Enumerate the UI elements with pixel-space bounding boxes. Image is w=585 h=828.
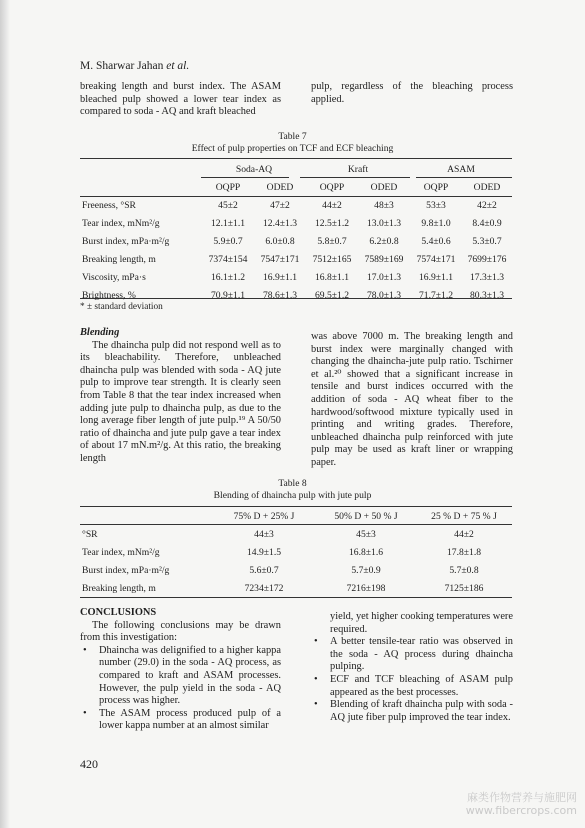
table8-cell: 5.7±0.9 [351, 564, 381, 576]
table7-row [80, 196, 512, 214]
table8-cell: 5.7±0.8 [449, 564, 479, 576]
table7-row-label: Breaking length, m [82, 253, 156, 265]
page-number: 420 [80, 757, 98, 771]
table7-cell: 42±2 [477, 199, 497, 211]
table7-group-kraft: Kraft [347, 163, 369, 175]
table8-row-label: Breaking length, m [82, 582, 156, 594]
table7 [80, 160, 512, 304]
table7-cell: 13.0±1.3 [366, 217, 402, 229]
table7-cell: 12.1±1.1 [210, 217, 246, 229]
table8-row [80, 579, 512, 597]
table8-title: Blending of dhaincha pulp with jute pulp [213, 489, 372, 501]
table7-title: Effect of pulp properties on TCF and ECF bleaching [191, 142, 394, 154]
table7-cell: 5.4±0.6 [421, 235, 451, 247]
table7-row-label: Brightness, % [82, 289, 136, 301]
table7-cell: 48±3 [374, 199, 394, 211]
watermark-line2: www.fibercrops.com [465, 804, 577, 817]
table7-cell: 7589±169 [364, 253, 404, 265]
conclusion-item: • ECF and TCF bleaching of ASAM pulp appeared as the best processes. [311, 674, 513, 699]
table7-cell: 6.2±0.8 [369, 235, 399, 247]
table7-subhead: OQPP [319, 181, 345, 193]
table7-subhead-row [80, 178, 512, 196]
table7-cell: 71.7±1.2 [418, 289, 454, 301]
table7-cell: 16.9±1.1 [262, 271, 298, 283]
table7-subhead: OQPP [423, 181, 449, 193]
table8-bottom-rule [80, 597, 512, 598]
table7-cell: 5.3±0.7 [472, 235, 502, 247]
conclusion-item: • Blending of kraft dhaincha pulp with soda - AQ jute fiber pulp improved the tear index. [311, 699, 513, 724]
table8-cell: 16.8±1.6 [348, 546, 384, 558]
conclusions-continuation: yield, yet higher cooking temperatures were required. [330, 611, 513, 635]
table7-cell: 17.3±1.3 [469, 271, 505, 283]
table7-cell: 6.0±0.8 [265, 235, 295, 247]
conclusions-left-column [80, 607, 281, 733]
table8-cell: 7125±186 [444, 582, 484, 594]
table7-cell: 7574±171 [416, 253, 456, 265]
table7-subhead: ODED [473, 181, 501, 193]
table8-cell: 44±3 [254, 528, 274, 540]
table7-cell: 17.0±1.3 [366, 271, 402, 283]
table7-cell: 45±2 [218, 199, 238, 211]
running-head [80, 60, 189, 72]
conclusion-item: • The ASAM process produced pulp of a lower kappa number at an almost similar [80, 708, 281, 733]
table7-subhead: ODED [266, 181, 294, 193]
conclusion-item: • Dhaincha was delignified to a higher kappa number (29.0) in the soda - AQ process, as compared to kraft and ASAM processes. However, the pulp yield in the soda - AQ process was higher. [80, 645, 281, 708]
page-edge-shadow [0, 0, 10, 828]
table8 [80, 507, 512, 597]
table7-row-label: Tear index, mNm²/g [82, 217, 160, 229]
table7-row [80, 232, 512, 250]
table8-cell: 17.8±1.8 [446, 546, 482, 558]
table8-number: Table 8 [278, 478, 307, 489]
table7-cell: 16.8±1.1 [314, 271, 350, 283]
top-left-paragraph: breaking length and burst index. The ASAM bleached pulp showed a lower tear index as compared to soda - AQ and kraft bleached [80, 81, 281, 118]
table8-row-label: Tear index, mNm²/g [82, 546, 160, 558]
table8-cell: 7216±198 [346, 582, 386, 594]
table8-cell: 5.6±0.7 [249, 564, 279, 576]
table7-group-asam: ASAM [447, 163, 475, 175]
table7-cell: 47±2 [270, 199, 290, 211]
top-right-paragraph: pulp, regardless of the bleaching process applied. [311, 81, 513, 105]
table7-cell: 7699±176 [467, 253, 507, 265]
table8-header: 25 % D + 75 % J [431, 510, 497, 522]
table7-cell: 78.6±1.3 [262, 289, 298, 301]
watermark-line1: 麻类作物营养与施肥网 [467, 791, 577, 804]
table7-top-rule [80, 158, 512, 159]
table8-row [80, 525, 512, 543]
table7-subhead: ODED [370, 181, 398, 193]
table8-cell: 44±2 [454, 528, 474, 540]
table7-cell: 16.9±1.1 [418, 271, 454, 283]
table7-row [80, 250, 512, 268]
table7-row-label: Burst index, mPa·m²/g [82, 235, 170, 247]
blending-right-column [311, 331, 513, 470]
table7-cell: 12.4±1.3 [262, 217, 298, 229]
table8-cell: 45±3 [356, 528, 376, 540]
table7-cell: 12.5±1.2 [314, 217, 350, 229]
conclusions-intro: The following conclusions may be drawn from this investigation: [80, 619, 281, 644]
table7-cell: 16.1±1.2 [210, 271, 246, 283]
table7-cell: 7512±165 [312, 253, 352, 265]
running-head-author: M. Sharwar Jahan [80, 60, 167, 72]
conclusions-right-column [311, 611, 513, 724]
table7-cell: 44±2 [322, 199, 342, 211]
blending-left-paragraph: The dhaincha pulp did not respond well as to its bleachability. Therefore, unbleached dhaincha pulp was blended with soda - AQ jute pulp to improve tear strength. It is clearly seen from Table 8 that the tear index increased when adding jute pulp to dhaincha pulp, as due to the long average fiber length of jute pulp.¹⁹ A 50/50 ratio of dhaincha and jute pulp gave a tear index of about 17 mN.m²/g. At this ratio, the breaking length [80, 339, 281, 464]
watermark [466, 791, 577, 817]
table7-footnote: * ± standard deviation [80, 302, 163, 312]
table7-cell: 70.9±1.1 [210, 289, 246, 301]
blending-heading: Blending [80, 327, 120, 338]
table7-cell: 8.4±0.9 [472, 217, 502, 229]
table8-cell: 7234±172 [244, 582, 284, 594]
table7-cell: 5.9±0.7 [213, 235, 243, 247]
table8-row [80, 543, 512, 561]
table7-cell: 80.3±1.3 [469, 289, 505, 301]
conclusion-item: • A better tensile-tear ratio was observed in the soda - AQ process during dhaincha pulping. [311, 636, 513, 674]
table7-cell: 5.8±0.7 [317, 235, 347, 247]
table8-row-label: °SR [82, 528, 98, 540]
conclusions-heading: CONCLUSIONS [80, 607, 157, 618]
table7-row-label: Freeness, °SR [82, 199, 136, 211]
table8-row [80, 561, 512, 579]
table8-row-label: Burst index, mPa·m²/g [82, 564, 170, 576]
table7-cell: 7547±171 [260, 253, 300, 265]
blending-right-paragraph: was above 7000 m. The breaking length and burst index were marginally changed with changing the dhaincha-jute pulp ratio. Tschirner et al.²⁰ showed that a significant increase in tensile and burst indices occurred with the addition of soda - AQ wheat fiber to the hardwood/softwood mixture typically used in printing and writing grades. Therefore, unbleached dhaincha pulp reinforced with jute pulp may be used as kraft liner or wrapping paper. [311, 331, 513, 468]
table7-cell: 69.5±1.2 [314, 289, 350, 301]
table7-row [80, 214, 512, 232]
table7-cell: 78.0±1.3 [366, 289, 402, 301]
table8-header: 50% D + 50 % J [334, 510, 398, 522]
table7-number: Table 7 [278, 131, 307, 142]
table8-caption [0, 478, 585, 501]
table7-caption [0, 131, 585, 154]
table7-cell: 53±3 [426, 199, 446, 211]
table7-group-sodaaq: Soda-AQ [235, 163, 273, 175]
running-head-etal: et al. [166, 60, 190, 72]
table8-header-row [80, 507, 512, 525]
table7-row [80, 268, 512, 286]
table7-group-row [80, 160, 512, 178]
table7-subhead: OQPP [215, 181, 241, 193]
table7-row-label: Viscosity, mPa·s [82, 271, 146, 283]
table8-cell: 14.9±1.5 [246, 546, 282, 558]
conclusions-left-list [80, 645, 281, 733]
table7-cell: 9.8±1.0 [421, 217, 451, 229]
table8-header: 75% D + 25% J [233, 510, 295, 522]
conclusions-right-list [311, 636, 513, 724]
table7-cell: 7374±154 [208, 253, 248, 265]
blending-left-column [80, 327, 281, 466]
